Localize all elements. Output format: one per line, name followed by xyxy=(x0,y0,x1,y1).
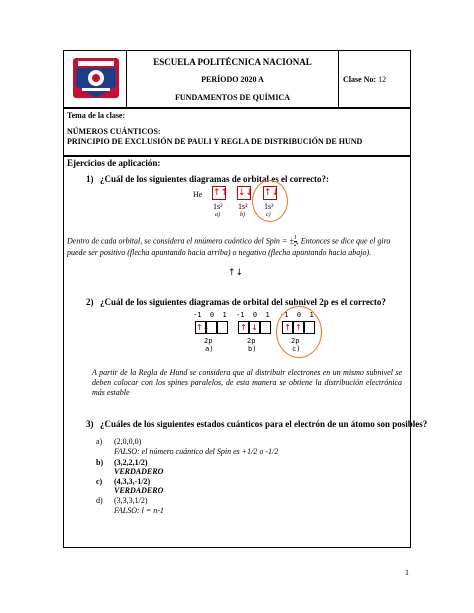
q1-option-c-letter: c) xyxy=(266,212,271,218)
q1-option-a-box: ↑↑ xyxy=(213,188,229,198)
q2-a-box1: ↑↓ xyxy=(196,323,210,332)
q2-explanation: A partir de la Regla de Hund se considera que al distribuir electrones en un mismo subnivel se deben colocar con los spines paralelos, de esta manera se obtiene la distribución electrónica más estable xyxy=(92,368,402,397)
q3-d-value: (3,3,3,1/2) xyxy=(114,496,148,505)
q2-c-orbital: 2p xyxy=(291,337,300,345)
q2-number: 2) xyxy=(86,297,94,307)
topic-label: Tema de la clase: xyxy=(67,111,126,120)
q2-b-ml: -1 0 1 xyxy=(236,311,270,319)
subject: FUNDAMENTOS DE QUÍMICA xyxy=(175,93,290,102)
q2-c-ml: -1 0 1 xyxy=(280,311,314,319)
page-number: 1 xyxy=(405,568,409,577)
q1-option-b-box: ↓↓ xyxy=(238,188,254,198)
q1-fraction-num: 1 xyxy=(293,235,297,241)
q3-c-letter: c) xyxy=(96,477,103,486)
q1-question: ¿Cuál de los siguientes diagramas de orbital es el correcto?: xyxy=(100,174,330,184)
class-number-label xyxy=(343,75,409,85)
topic-line2: PRINCIPIO DE EXCLUSIÓN DE PAULI Y REGLA DE DISTRIBUCIÓN DE HUND xyxy=(67,137,363,146)
q3-question: ¿Cuáles de los siguientes estados cuánticos para el electrón de un átomo son posibles? xyxy=(100,419,428,429)
school-logo xyxy=(70,56,122,102)
class-number: 12 xyxy=(378,75,387,84)
q2-question: ¿Cuál de los siguientes diagramas de orbital del subnivel 2p es el correcto? xyxy=(100,297,386,307)
q2-answer-circle xyxy=(276,306,322,358)
q1-option-a-orbital: 1s² xyxy=(213,202,223,211)
q3-a-answer-text: el número cuántico del Spin es +1/2 o -1/2 xyxy=(139,447,279,456)
q3-number: 3) xyxy=(86,419,94,429)
topic-line1: NÚMEROS CUÁNTICOS: xyxy=(67,127,161,136)
q1-option-c-box: ↑↓ xyxy=(264,188,280,198)
q2-a-ml: -1 0 1 xyxy=(193,311,227,319)
q3-a-answer-prefix: FALSO: xyxy=(114,447,140,456)
q2-b-letter: b) xyxy=(248,345,257,353)
q3-b-letter: b) xyxy=(96,458,104,467)
q3-a-letter: a) xyxy=(96,437,103,446)
q3-d-letter: d) xyxy=(96,496,103,505)
q2-a-orbital: 2p xyxy=(204,337,213,345)
q3-a-value: (2,0,0,0) xyxy=(114,437,142,446)
q1-element: He xyxy=(193,190,203,199)
q2-a-letter: a) xyxy=(205,345,214,353)
q3-a-answer xyxy=(114,447,278,457)
q1-option-a-letter: a) xyxy=(215,212,220,218)
q1-explanation xyxy=(67,235,407,258)
q2-a-box3 xyxy=(217,321,228,334)
q1-fraction-den: 2 xyxy=(293,242,297,248)
q1-arrow-symbol: ↑↓ xyxy=(228,268,244,278)
q3-b-value: (3,2,2,1/2) xyxy=(114,458,148,467)
q1-option-b-orbital: 1s² xyxy=(238,202,248,211)
exercises-label: Ejercicios de aplicación: xyxy=(67,158,161,168)
q3-c-value: (4,3,3,-1/2) xyxy=(114,477,151,486)
q1-option-c-orbital: 1s² xyxy=(264,202,274,211)
q2-c-box2: ↑ xyxy=(293,321,304,334)
q1-explanation-a: Dentro de cada orbital, se considera el nnúmero cuántico del Spin = ± xyxy=(67,236,294,246)
q3-d-answer: FALSO: l = n-1 xyxy=(114,506,164,515)
q2-b-orbital: 2p xyxy=(247,337,256,345)
q3-b-answer: VERDADERO xyxy=(114,467,164,476)
header-divider-right xyxy=(338,50,339,108)
school-name: ESCUELA POLITÉCNICA NACIONAL xyxy=(153,57,312,67)
period: PERÍODO 2020 A xyxy=(201,75,264,84)
q1-explanation-b: , Entonces se dice que el giro puede ser positivo (flecha apuntando hacia arriba) o negativo (flecha apuntando hacia abajo). xyxy=(67,236,391,257)
q2-a-box2 xyxy=(206,321,217,334)
q2-c-letter: c) xyxy=(292,345,301,353)
q2-b-box1: ↑ xyxy=(238,321,249,334)
q1-number: 1) xyxy=(86,174,94,184)
q1-answer-circle xyxy=(252,180,288,222)
q1-option-b-letter: b) xyxy=(240,212,245,218)
q2-b-box3 xyxy=(260,321,271,334)
class-label: Clase No: xyxy=(343,75,377,84)
q2-b-box2: ↓ xyxy=(249,321,260,334)
q3-c-answer: VERDADERO xyxy=(114,486,164,495)
q2-c-box1: ↑ xyxy=(282,321,293,334)
